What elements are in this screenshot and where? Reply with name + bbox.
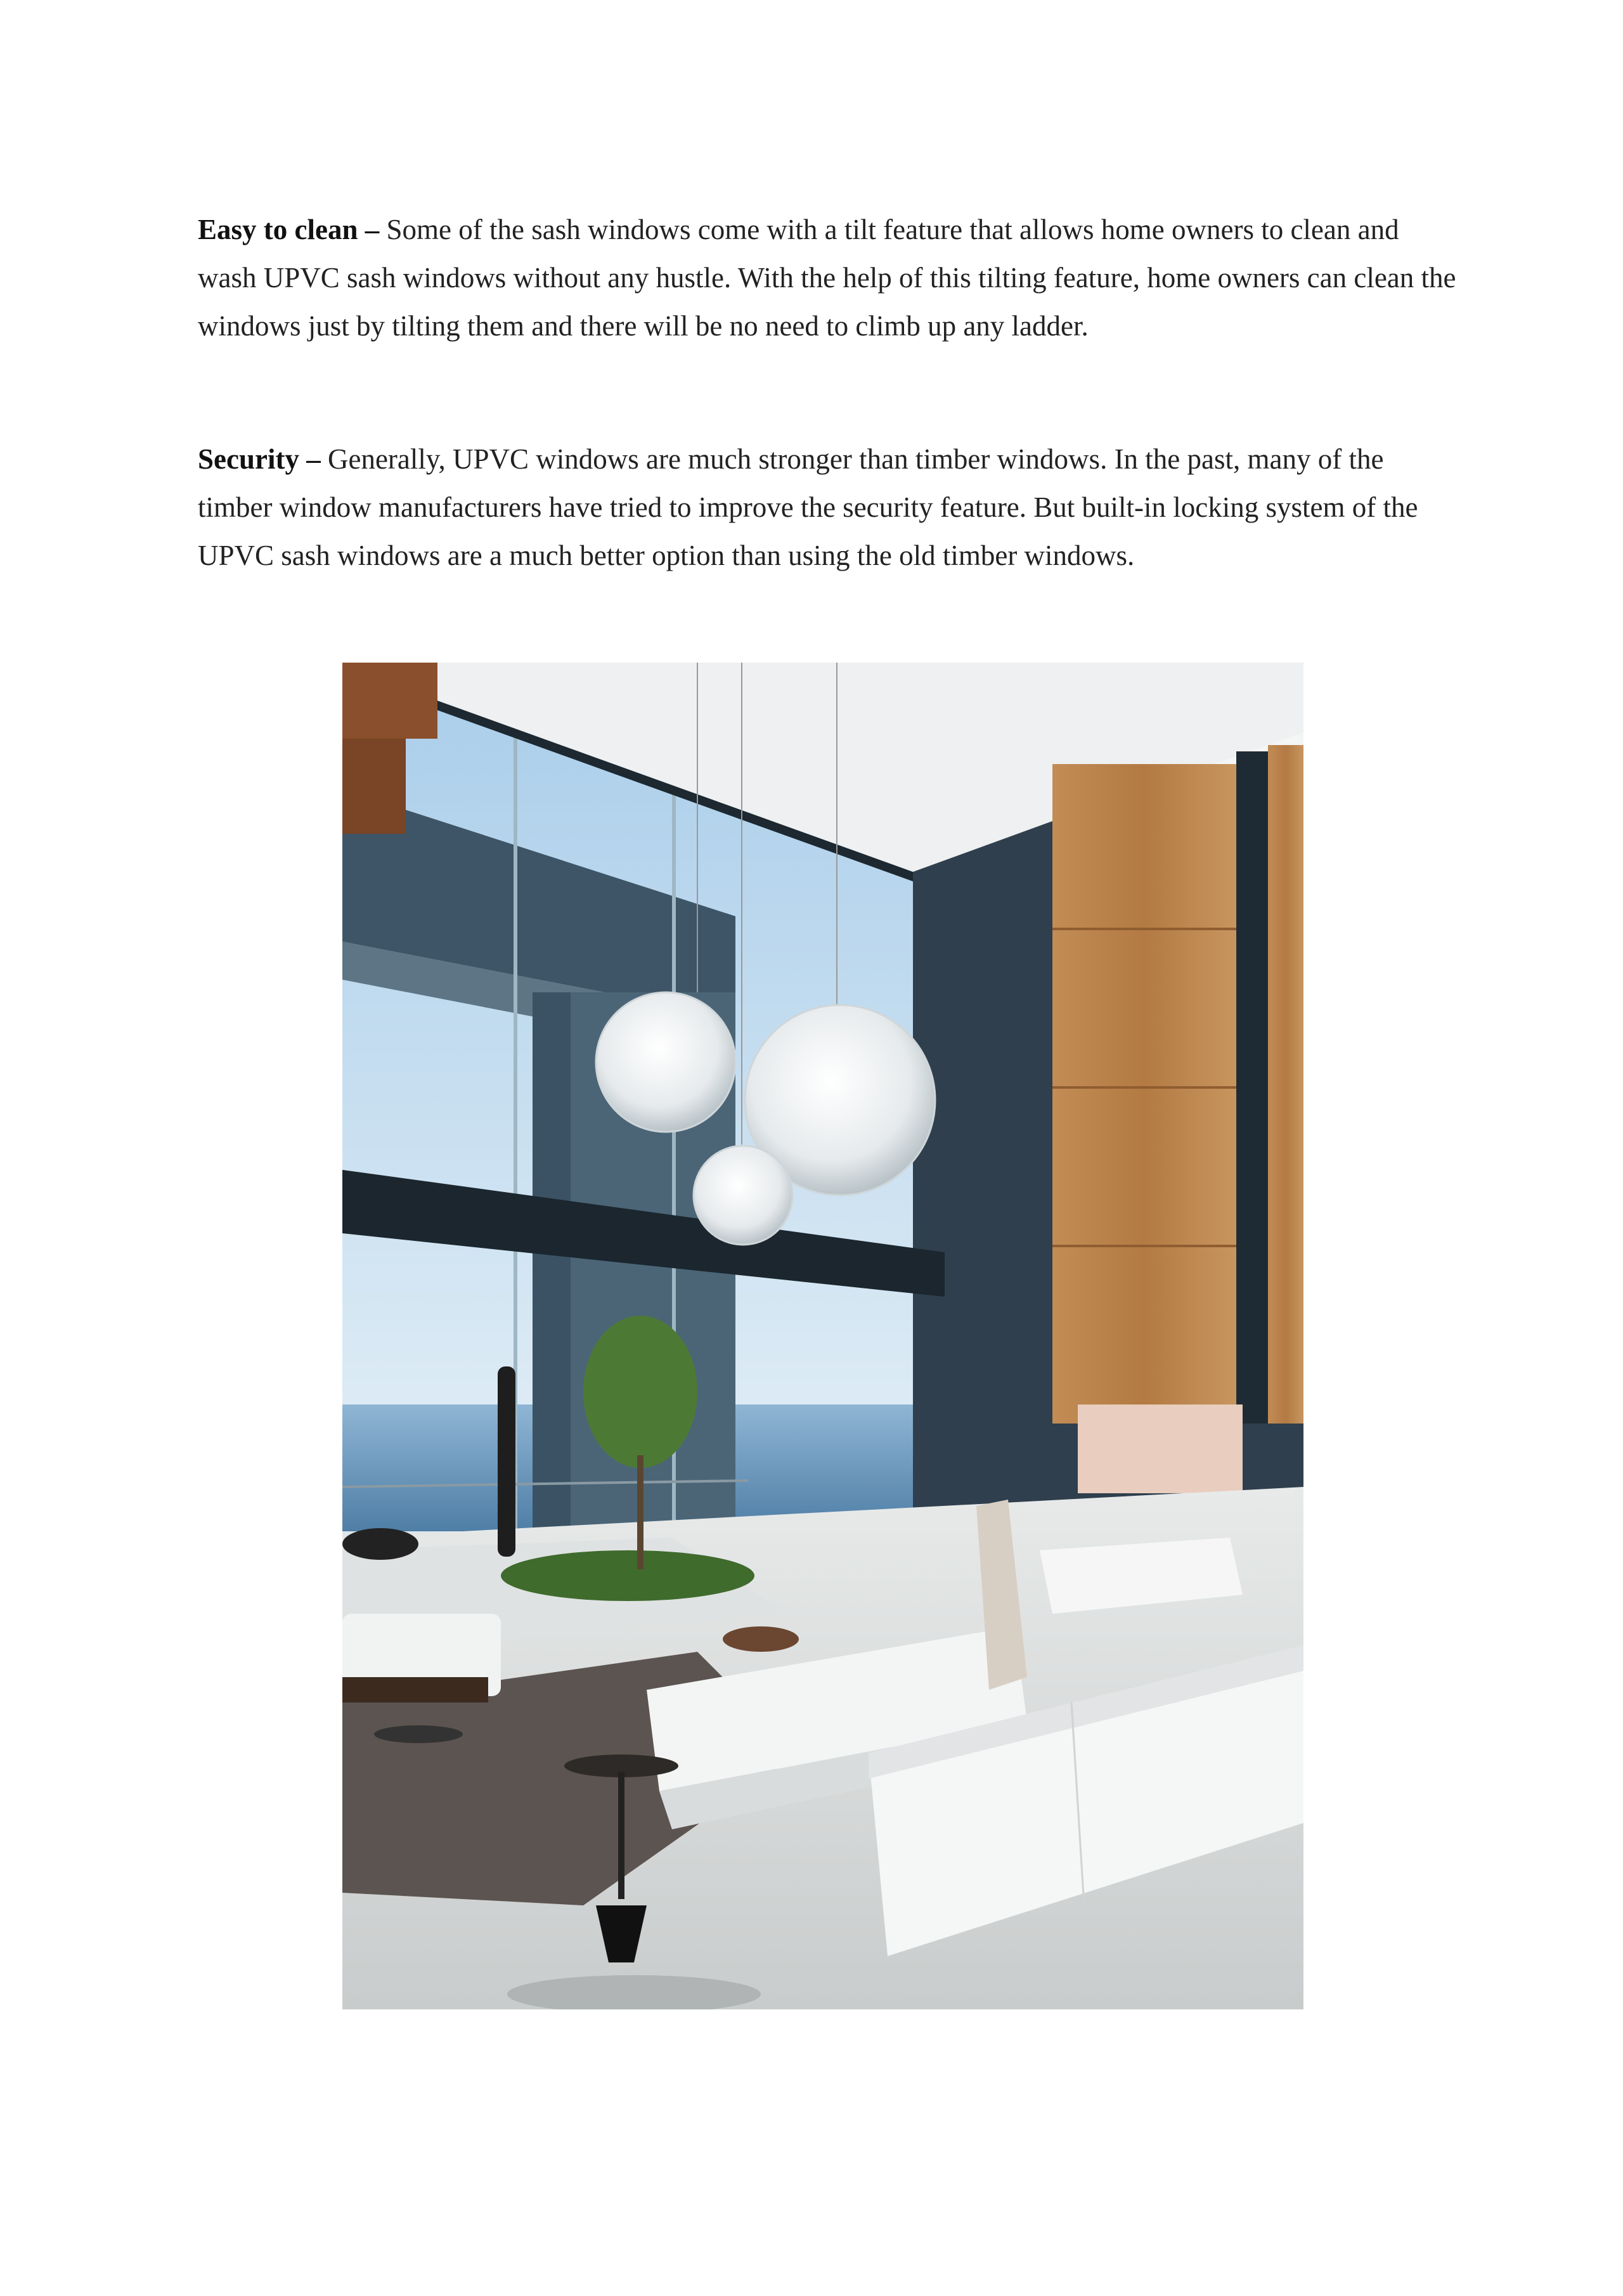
paragraph-body: Some of the sash windows come with a tilt feature that allows home owners to clean and wash UPVC sash windows without any hustle. With the help of this tilting feature, home owners can clean the windows just by tilting them and there will be no need to climb up any ladder. <box>198 214 1456 342</box>
paragraph-heading: Security <box>198 443 299 475</box>
interior-photo <box>342 663 1303 2009</box>
wood-beam <box>342 739 406 834</box>
paragraph-body: Generally, UPVC windows are much stronger than timber windows. In the past, many of the timber window manufacturers have tried to improve the security feature. But built-in locking system of the UPVC sash windows are a much better option than using the old timber windows. <box>198 443 1418 571</box>
fireplace <box>1078 1404 1243 1493</box>
sculpture-animal <box>342 1528 418 1560</box>
wood-beam <box>342 663 437 739</box>
wood-panel <box>1052 764 1236 1424</box>
side-table-stem <box>618 1772 624 1899</box>
heading-separator: – <box>358 214 387 245</box>
bowl <box>723 1626 799 1652</box>
paragraph-security <box>198 435 1459 580</box>
tree-canopy <box>583 1316 697 1468</box>
exterior-column-shade <box>533 992 571 1538</box>
pendant-globe <box>596 992 735 1132</box>
wood-panel-right <box>1268 745 1303 1424</box>
sculpture-figure <box>498 1366 515 1557</box>
paragraph-easy-to-clean <box>198 205 1459 350</box>
tree-trunk <box>637 1455 643 1569</box>
wood-panel-gap <box>1236 751 1268 1424</box>
garden-bed <box>501 1550 754 1601</box>
paragraph-heading: Easy to clean <box>198 214 358 245</box>
pendant-globe <box>694 1146 792 1245</box>
heading-separator: – <box>299 443 328 475</box>
